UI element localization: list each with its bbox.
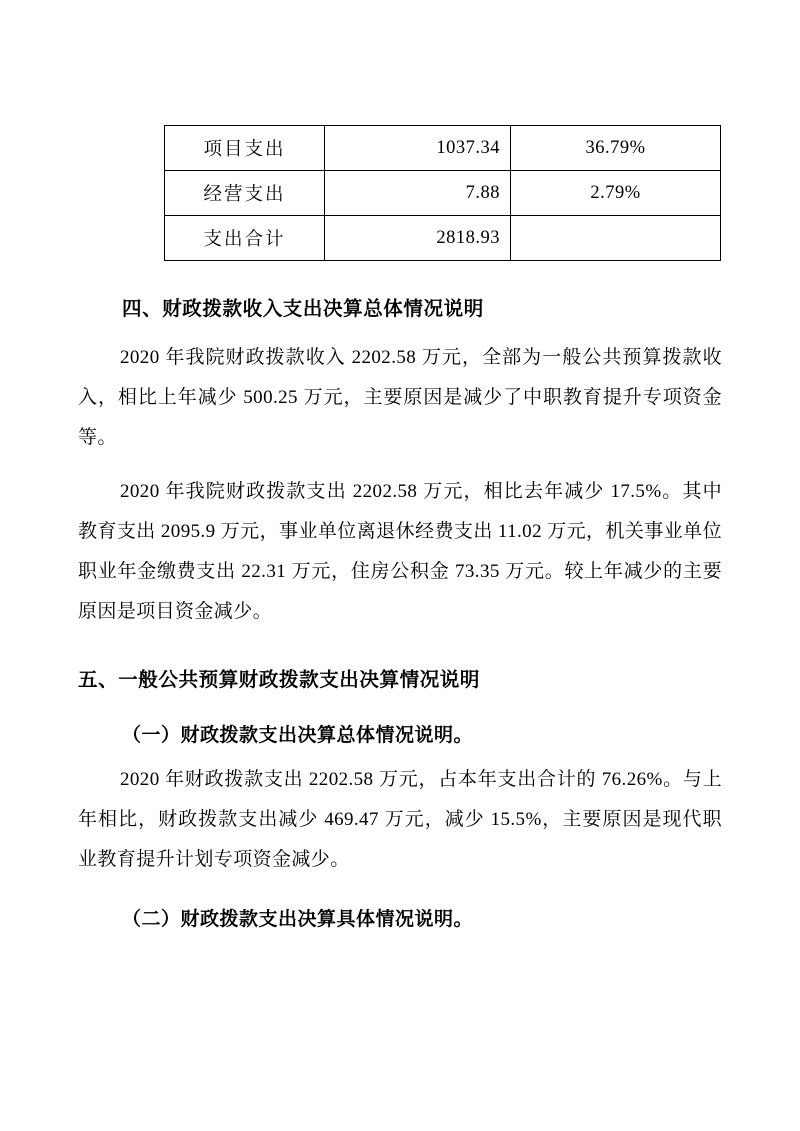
subsection-heading-two: （二）财政拨款支出决算具体情况说明。 — [122, 909, 474, 930]
expenditure-table — [164, 125, 721, 261]
table-row — [165, 171, 721, 216]
subsection-heading-one: （一）财政拨款支出决算总体情况说明。 — [122, 724, 474, 746]
table-cell-label: 经营支出 — [165, 171, 325, 216]
table-cell-percent: 2.79% — [511, 171, 721, 216]
table-cell-label: 项目支出 — [165, 126, 325, 171]
section-heading-five: 五、一般公共预算财政拨款支出决算情况说明 — [78, 669, 481, 692]
table-cell-value: 1037.34 — [325, 126, 511, 171]
section-heading-four: 四、财政拨款收入支出决算总体情况说明 — [122, 298, 484, 320]
paragraph-four-1: 2020 年我院财政拨款收入 2202.58 万元，全部为一般公共预算拨款收入，相比上年减少 500.25 万元，主要原因是减少了中职教育提升专项资金等。 — [78, 347, 722, 449]
paragraph-five-1: 2020 年财政拨款支出 2202.58 万元，占本年支出合计的 76.26%。与上年相比，财政拨款支出减少 469.47 万元，减少 15.5%，主要原因是现代职业教育提升计划专项资金减少。 — [78, 769, 722, 870]
paragraph-four-2: 2020 年我院财政拨款支出 2202.58 万元，相比去年减少 17.5%。其中教育支出 2095.9 万元，事业单位离退休经费支出 11.02 万元，机关事业单位职业年金缴费支出 22.31 万元，住房公积金 73.35 万元。较上年减少的主要原因是项目资金减少。 — [78, 481, 722, 623]
table-cell-percent: 36.79% — [511, 126, 721, 171]
table-cell-value: 2818.93 — [325, 216, 511, 261]
table-cell-label: 支出合计 — [165, 216, 325, 261]
table-row — [165, 126, 721, 171]
table-cell-percent — [511, 216, 721, 261]
table-cell-value: 7.88 — [325, 171, 511, 216]
table-row — [165, 216, 721, 261]
